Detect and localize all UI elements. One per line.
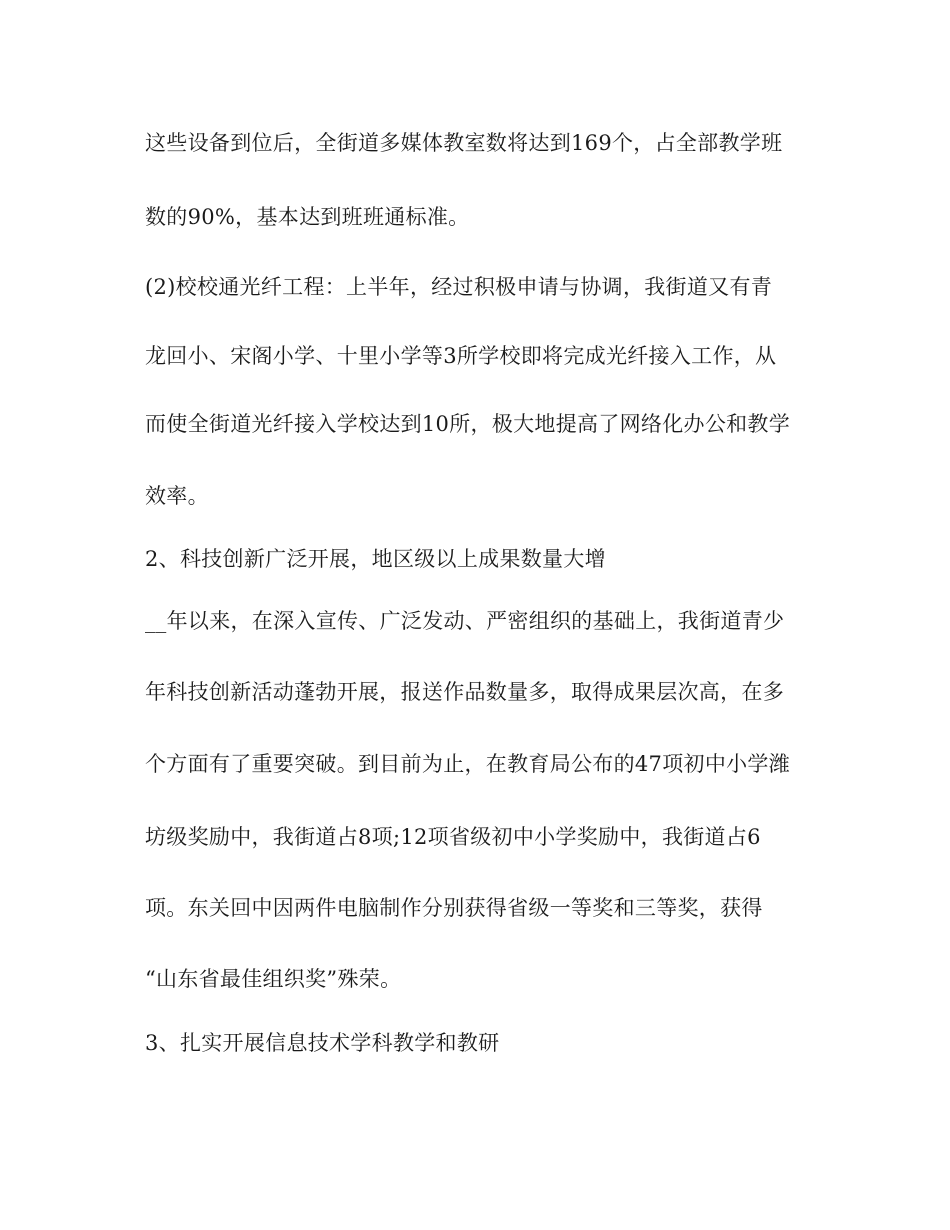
text-line: 这些设备到位后，全街道多媒体教室数将达到169个，占全部教学班 [145, 131, 783, 155]
text-line: 而使全街道光纤接入学校达到10所，极大地提高了网络化办公和教学 [145, 412, 791, 436]
section-heading: 2、科技创新广泛开展，地区级以上成果数量大增 [145, 547, 606, 571]
text-line: __年以来，在深入宣传、广泛发动、严密组织的基础上，我街道青少 [145, 609, 785, 633]
text-line: 项。东关回中因两件电脑制作分别获得省级一等奖和三等奖，获得 [145, 896, 763, 920]
text-line: “山东省最佳组织奖”殊荣。 [145, 967, 402, 991]
text-line: 龙回小、宋阁小学、十里小学等3所学校即将完成光纤接入工作，从 [145, 344, 777, 368]
text-line: 年科技创新活动蓬勃开展，报送作品数量多，取得成果层次高，在多 [145, 680, 784, 704]
text-line: (2)校校通光纤工程：上半年，经过积极申请与协调，我街道又有青 [145, 275, 773, 299]
text-line: 效率。 [145, 484, 209, 508]
section-heading: 3、扎实开展信息技术学科教学和教研 [145, 1031, 500, 1055]
text-line: 坊级奖励中，我街道占8项;12项省级初中小学奖励中，我街道占6 [145, 825, 761, 849]
text-line: 数的90%，基本达到班班通标准。 [145, 205, 470, 229]
text-line: 个方面有了重要突破。到目前为止，在教育局公布的47项初中小学潍 [145, 752, 791, 776]
